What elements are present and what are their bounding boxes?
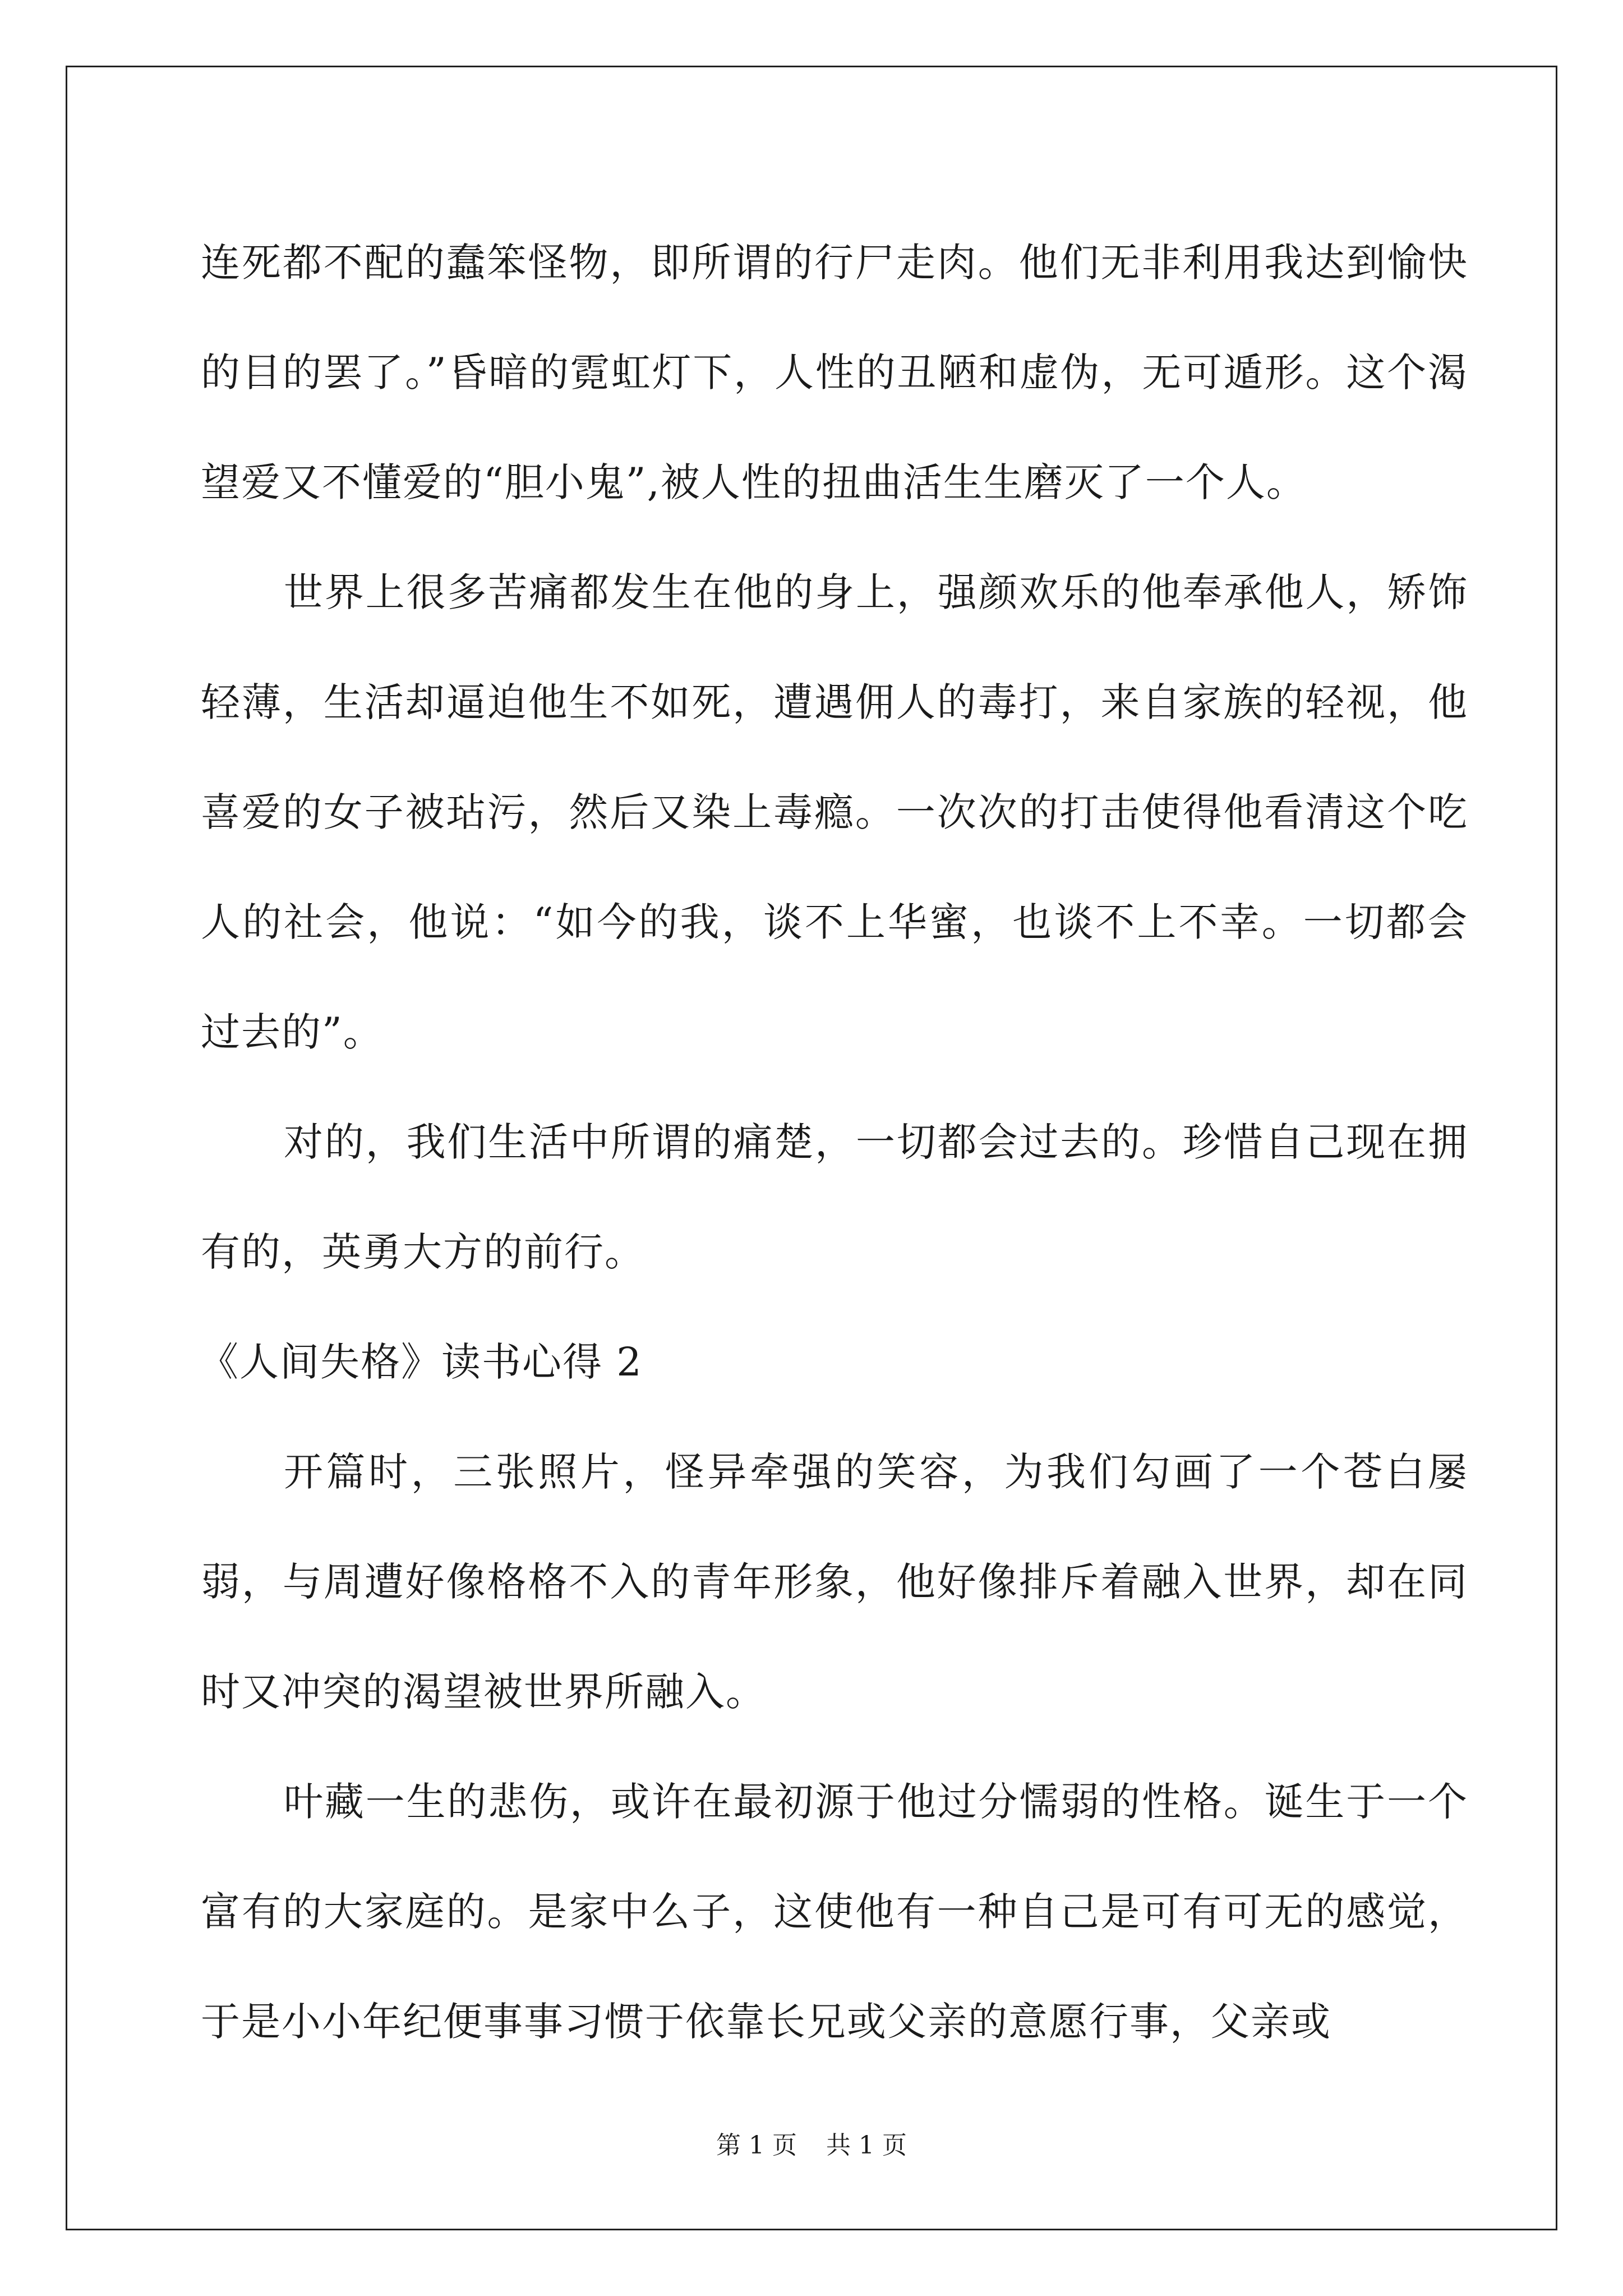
paragraph-3: 对的，我们生活中所谓的痛楚，一切都会过去的。珍惜自己现在拥有的，英勇大方的前行。	[201, 1119, 1468, 1275]
page-number: 第 1 页	[716, 2131, 797, 2160]
paragraph-2: 世界上很多苦痛都发生在他的身上，强颜欢乐的他奉承他人，矫饰轻薄，生活却逼迫他生不如死，遭遇佣人的毒打，来自家族的轻视，他喜爱的女子被玷污，然后又染上毒瘾。一次次的打击使得他看清这个吃人的社会，他说：“如今的我，谈不上华蜜，也谈不上不幸。一切都会过去的”。	[201, 569, 1468, 1055]
section-heading: 《人间失格》读书心得 2	[199, 1339, 643, 1385]
page-footer	[0, 2129, 1623, 2162]
paragraph-1: 连死都不配的蠢笨怪物，即所谓的行尸走肉。他们无非利用我达到愉快的目的罢了。”昏暗的霓虹灯下，人性的丑陋和虚伪，无可遁形。这个渴望爱又不懂爱的“胆小鬼”,被人性的扭曲活生生磨灭了一个人。	[201, 240, 1468, 505]
paragraph-4: 开篇时，三张照片，怪异牵强的笑容，为我们勾画了一个苍白屡弱，与周遭好像格格不入的青年形象，他好像排斥着融入世界，却在同时又冲突的渴望被世界所融入。	[201, 1449, 1468, 1715]
page-total: 共 1 页	[826, 2131, 907, 2160]
document-body	[201, 208, 1468, 2077]
paragraph-5: 叶藏一生的悲伤，或许在最初源于他过分懦弱的性格。诞生于一个富有的大家庭的。是家中么子，这使他有一种自己是可有可无的感觉，于是小小年纪便事事习惯于依靠长兄或父亲的意愿行事，父亲或	[201, 1779, 1468, 2045]
